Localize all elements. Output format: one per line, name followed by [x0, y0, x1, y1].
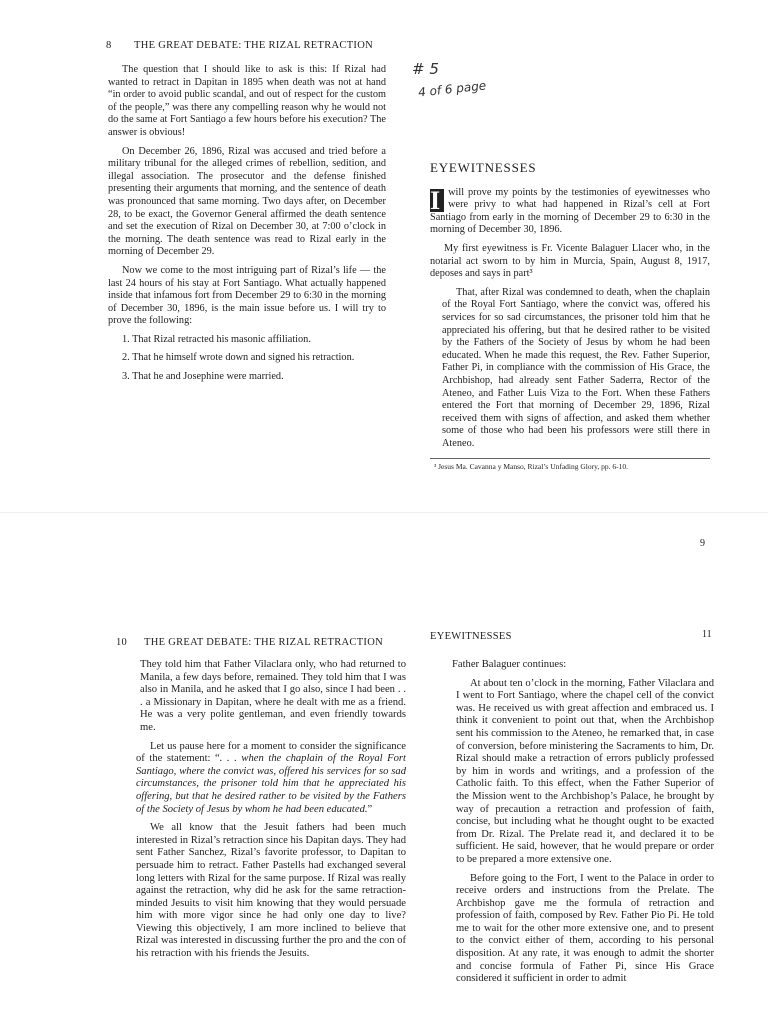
list-item: 3. That he and Josephine were married. — [122, 371, 284, 383]
running-head-title: THE GREAT DEBATE: THE RIZAL RETRACTION — [134, 40, 373, 51]
page-10-text — [136, 659, 406, 967]
running-head-page-10 — [116, 637, 383, 648]
page-11-text — [452, 659, 714, 986]
block-quote — [456, 678, 714, 986]
footnote: ³ Jesus Ma. Cavanna y Manso, Rizal’s Unfading Glory, pp. 6-10. — [430, 458, 710, 471]
paragraph: will prove my points by the testimonies of eyewitnesses who were privy to what had happened in Rizal’s cell at Fort Santiago from early in the morning of December 29 to 6:30 in the morning of December 30, 1896. — [430, 186, 710, 236]
bottom-spread — [0, 512, 768, 1025]
list-item: 1. That Rizal retracted his masonic affiliation. — [122, 333, 311, 345]
drop-cap: I — [430, 189, 444, 212]
quote-text: Before going to the Fort, I went to the Palace in order to receive orders and instructions from the Prelate. The Archbishop gave me the formula of retraction and profession of faith, composed by Rev. Father Pio Pi. He told me to wait for the other more extensive one, and to present to the convict either of them, according to his personal disposition. At any rate, it was enough to admit the shorter and concise formula of Father Pi, since His Grace considered it sufficient in order to admit — [456, 872, 714, 985]
quote-continuation: They told him that Father Vilaclara only, who had returned to Manila, a few days before, remained. They told him that I was also in Manila, and he asked that I go also, since I had been . . . a Missionary in Dapitan, where he dealt with me as a friend. He was a very polite gentleman, and even friendly towards me. — [140, 659, 406, 733]
page-number-9: 9 — [700, 538, 705, 549]
quote-text: At about ten o’clock in the morning, Father Vilaclara and I went to Fort Santiago, where the chapel cell of the convict was. He received us with great affection and embraced us. I think it convenient to point out that, when the Archbishop sent his commission to the Ateneo, he remarked that, in case of conversion, before ministering the Sacraments to him, Dr. Rizal should make a retraction of errors publicly professed by him in words and writings, and a profession of the Catholic faith. To this effect, when the Father Superior of the Mission went to the Archbishop’s Palace, he brought by way of precaution a retraction and profession of faith, concise, but including what he thought ought to be exacted from Dr. Rizal. The Prelate read it, and declared it to be sufficient. He said, however, that he would prepare or order to be prepared a more extensive one. — [456, 677, 714, 865]
page-number: 10 — [116, 637, 128, 648]
page-number-11: 11 — [702, 629, 712, 640]
handwritten-note: 4 of 6 page — [417, 78, 487, 100]
paragraph: Father Balaguer continues: — [452, 659, 567, 670]
paragraph: We all know that the Jesuit fathers had been much interested in Rizal’s retraction since his Dapitan days. They had sent Father Sanchez, Rizal’s favorite professor, to Dapitan to persuade him to retract. Father Pastells had exchanged several long letters with Rizal for the same purpose. If Rizal was really against the retraction, why did he ask for the same retraction-minded Jesuits to visit him knowing that they would persuade him with more vigor since he had only one day to live? Viewing this objectively, I am more inclined to believe that Rizal was interested in discussing further the pro and the con of his retraction with his friends the Jesuits. — [136, 822, 406, 960]
paragraph: Now we come to the most intriguing part of Rizal’s life — the last 24 hours of his stay at Fort Santiago. What actually happened inside that infamous fort from December 29 to 6:30 in the morning of December 30, 1896, is the main issue before us. I will try to prove the following: — [108, 264, 386, 327]
running-head-title: THE GREAT DEBATE: THE RIZAL RETRACTION — [144, 637, 383, 648]
running-head-page-8 — [106, 40, 373, 51]
block-quote — [442, 287, 710, 451]
paragraph: My first eyewitness is Fr. Vicente Balaguer Llacer who, in the notarial act sworn to by him in Murcia, Spain, August 8, 1917, deposes and says in part³ — [430, 242, 710, 280]
paragraph: The question that I should like to ask is this: If Rizal had wanted to retract in Dapitan in 1895 when death was not at hand “in order to avoid public scandal, and out of respect for the custom of the people,” was there any compelling reason why he would not do the same at Fort Santiago a few hours before his execution? The answer is obvious! — [108, 64, 386, 138]
quote-text: That, after Rizal was condemned to death, when the chaplain of the Royal Fort Santiago, where the convict was, offered his services for so sad circumstances, the prisoner told him that he appreciated his offering, but that he desired rather to be visited by the Fathers of the Society of Jesus by whom he had been educated. When he made this request, the Rev. Father Superior, Father Pi, in compliance with the commission of His Grace, the Archbishop, had already sent Father Saderra, Rector of the Ateneo, and Father Luis Viza to the Fort. When these Fathers entered the Fort that morning of December 29, 1896, Rizal received them with signs of affection, and asked them whether some of those who had been his professors were still there in Ateneo. — [442, 286, 710, 449]
running-head-page-11 — [430, 631, 512, 642]
paragraph: Let us pause here for a moment to consider the significance of the statement: “. . . when the chaplain of the Royal Fort Santiago, where the convict was, offered his services for so sad circumstances, the prisoner told him that he appreciated his offering, but that he desired rather to be visited by the Fathers of the Society of Jesus by whom he had been educated.” — [136, 740, 407, 815]
page-8-text — [108, 64, 386, 390]
handwritten-note: # 5 — [412, 60, 439, 78]
paragraph: On December 26, 1896, Rizal was accused and tried before a military tribunal for the alleged crimes of rebellion, sedition, and illegal association. The prosecutor and the defense finished presenting their arguments that morning, and the sentence of death was pronounced that same morning. Two days after, on December 28, to be exact, the Governor General affirmed the death sentence and set the execution of Rizal on December 30, at 7:00 o’clock in the morning. The death sentence was read to Rizal early in the morning of December 29. — [108, 145, 386, 258]
section-title: EYEWITNESSES — [430, 160, 537, 175]
list-item: 2. That he himself wrote down and signed his retraction. — [122, 352, 355, 364]
italic-quote: . . . when the chaplain of the Royal Fort Santiago, where the convict was, offered his services for so sad circumstances, the prisoner told him that he appreciated his offering, but that he desired rather to be visited by the Fathers of the Society of Jesus by whom he had been educated. — [136, 753, 407, 815]
page-number: 8 — [106, 40, 112, 51]
running-head-title: EYEWITNESSES — [430, 631, 512, 642]
page-9-text — [430, 162, 710, 471]
